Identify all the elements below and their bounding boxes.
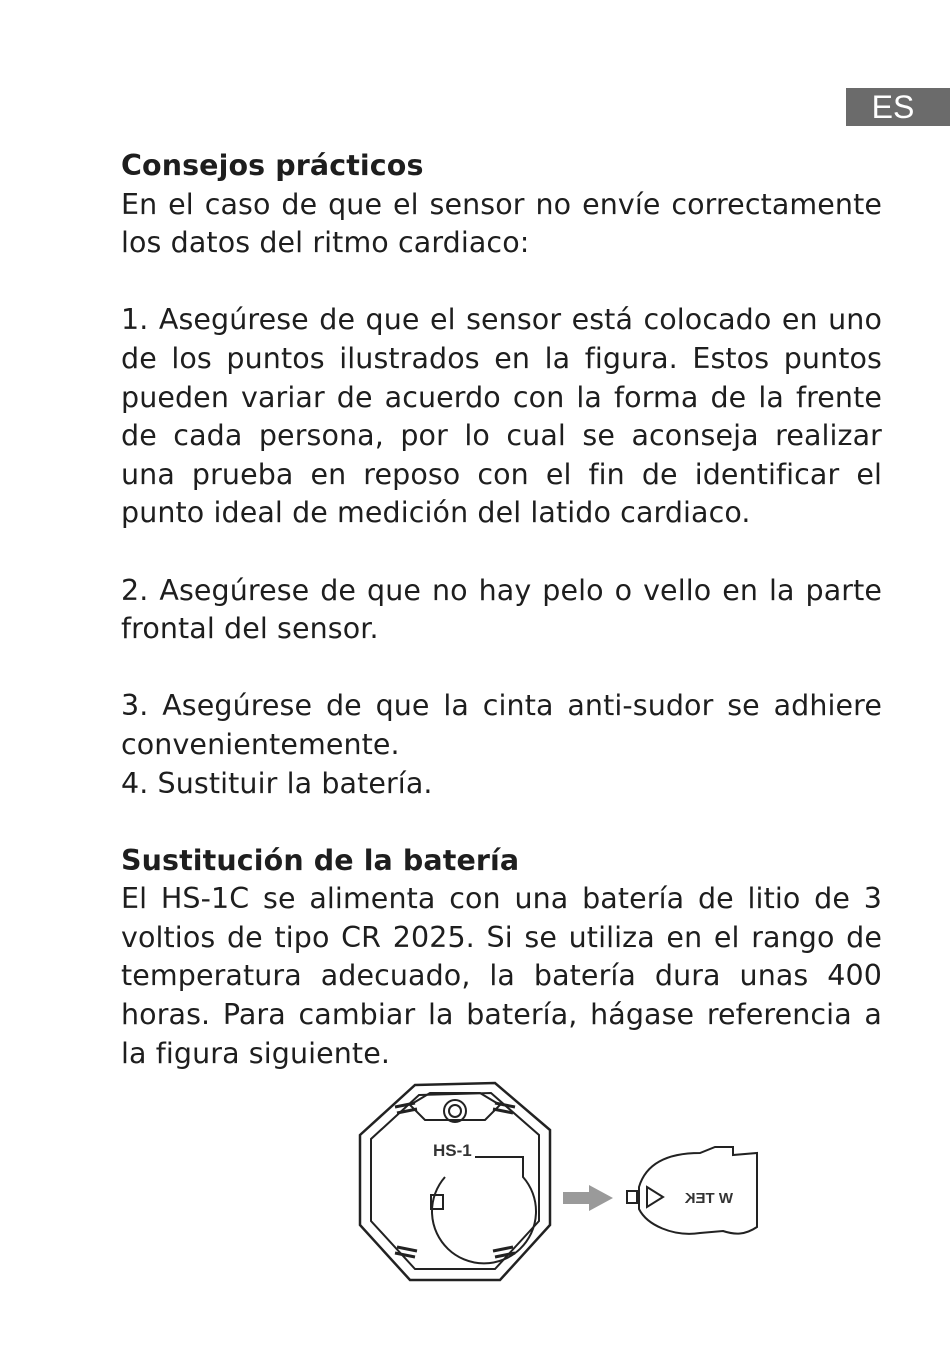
sensor-drawing <box>360 1083 550 1280</box>
tip-item-3: 3. Asegúrese de que la cinta anti-sudor se adhiere convenientemente. <box>121 689 882 761</box>
battery-replacement-figure <box>355 1075 765 1285</box>
tip-item-2: 2. Asegúrese de que no hay pelo o vello en la parte frontal del sensor. <box>121 573 882 646</box>
tips-heading: Consejos prácticos <box>121 149 424 182</box>
tips-intro: En el caso de que el sensor no envíe correctamente los datos del ritmo cardiaco: <box>121 187 882 260</box>
page-content <box>121 147 882 1073</box>
cover-label: W TEK <box>684 1190 733 1207</box>
arrow-icon <box>563 1185 613 1211</box>
sensor-label: HS-1 <box>433 1141 472 1160</box>
language-tab: ES <box>846 88 950 126</box>
battery-heading: Sustitución de la batería <box>121 843 520 877</box>
tip-item-1: 1. Asegúrese de que el sensor está colocado en uno de los puntos ilustrados en la figura. Estos puntos pueden variar de acuerdo con la forma de la frente de cada persona, por lo cual se aconseja realizar una prueba en reposo con el fin de identificar el punto ideal de medición del latido cardiaco. <box>121 303 882 530</box>
battery-text: El HS-1C se alimenta con una batería de litio de 3 voltios de tipo CR 2025. Si se utiliza en el rango de temperatura adecuado, la batería dura unas 400 horas. Para cambiar la batería, hágase referencia a la figura siguiente. <box>121 882 882 1070</box>
tip-item-4: 4. Sustituir la batería. <box>121 766 433 800</box>
